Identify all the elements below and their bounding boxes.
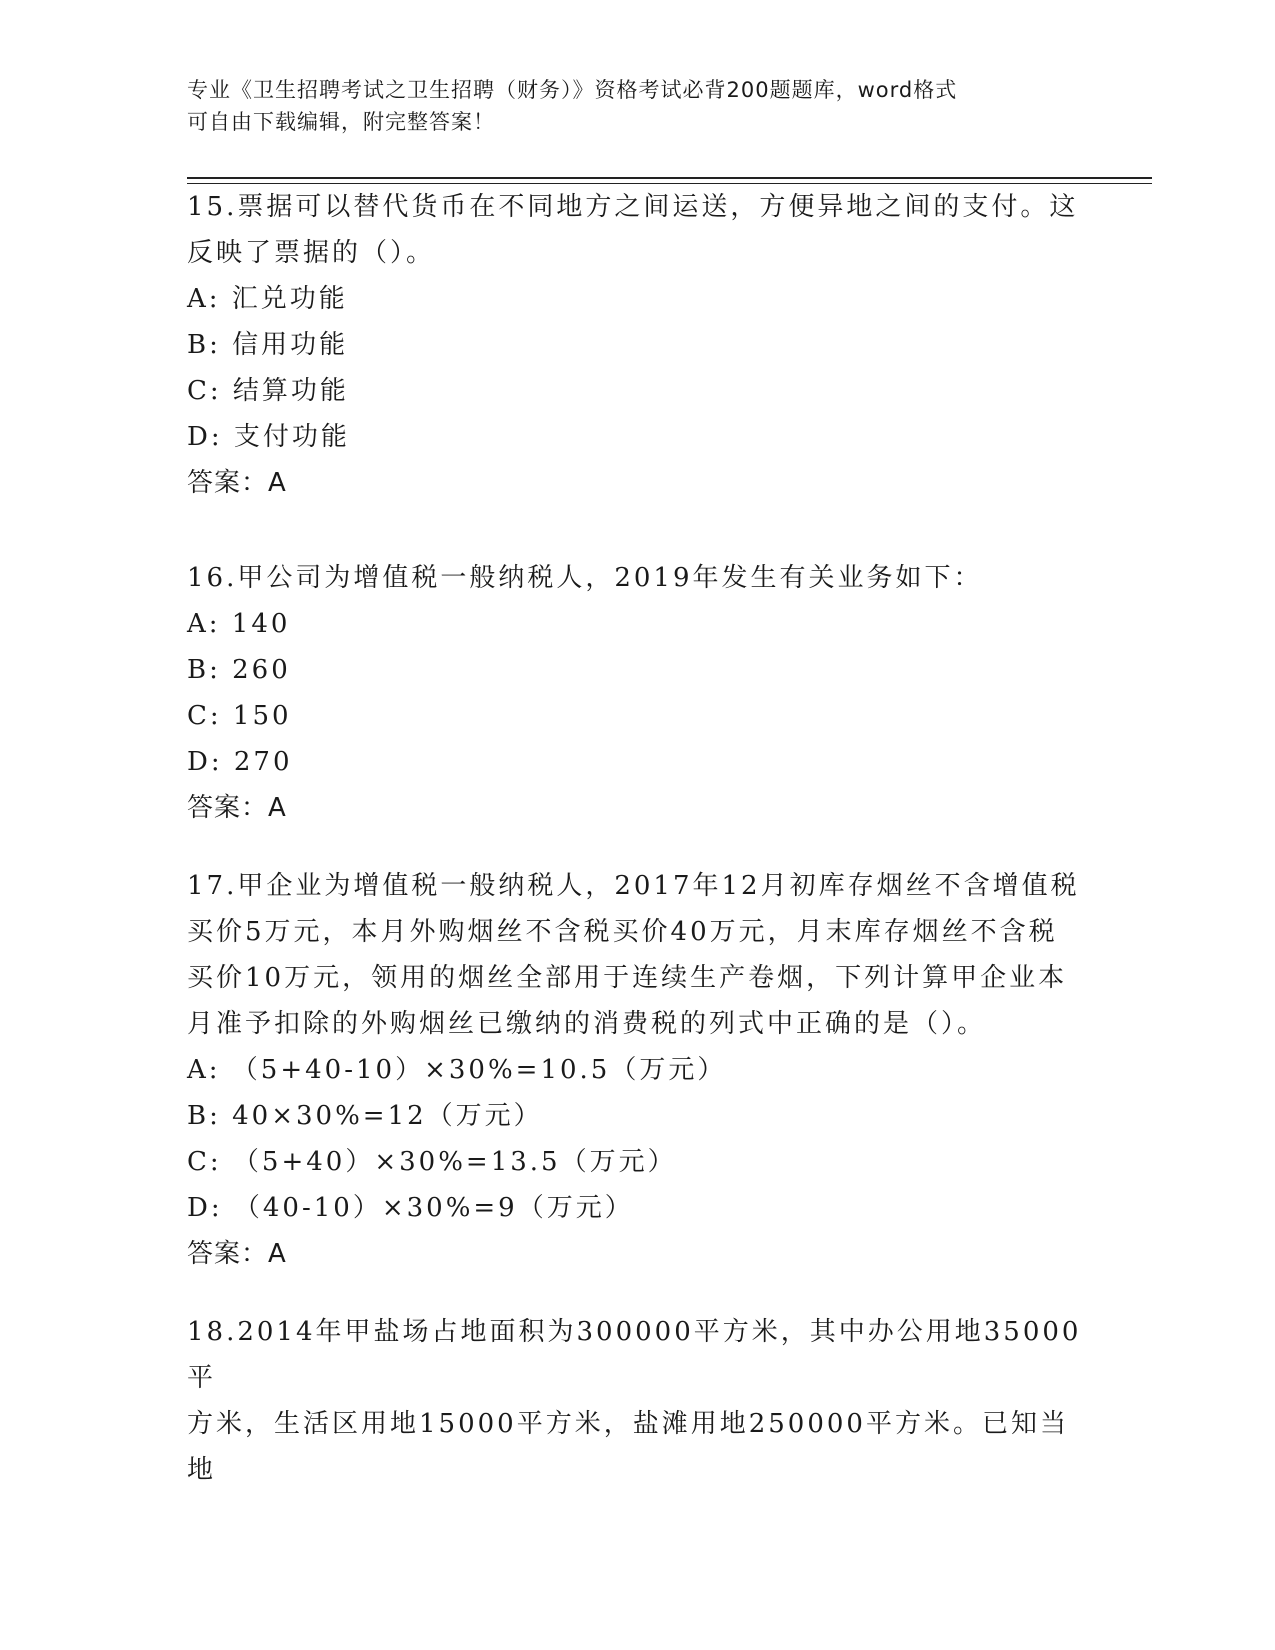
question-stem-line: 买价10万元，领用的烟丝全部用于连续生产卷烟，下列计算甲企业本 [187,963,1068,993]
option-a: A: 140 [187,609,291,639]
question-stem-line: 反映了票据的（）。 [187,238,436,268]
question-stem-line: 15.票据可以替代货币在不同地方之间运送，方便异地之间的支付。这 [187,192,1079,222]
question-18 [187,1309,1087,1493]
question-stem-line: 买价5万元，本月外购烟丝不含税买价40万元，月末库存烟丝不含税 [187,917,1058,947]
option-d: D: （40-10）×30%=9（万元） [187,1193,634,1223]
question-stem-line: 16.甲公司为增值税一般纳税人，2019年发生有关业务如下： [187,563,983,593]
option-d: D: 支付功能 [187,422,350,452]
question-stem-line: 18.2014年甲盐场占地面积为300000平方米，其中办公用地35000平 [187,1317,1082,1393]
document-header [187,74,1067,138]
option-c: C: 150 [187,701,292,731]
header-rule-thick [187,177,1152,179]
option-b: B: 260 [187,655,291,685]
question-stem-line: 月准予扣除的外购烟丝已缴纳的消费税的列式中正确的是（）。 [187,1009,987,1039]
header-line-1: 专业《卫生招聘考试之卫生招聘（财务）》资格考试必背200题题库，word格式 [187,78,958,102]
question-stem-line: 17.甲企业为增值税一般纳税人，2017年12月初库存烟丝不含增值税 [187,871,1080,901]
question-17 [187,863,1087,1277]
question-16 [187,555,1087,831]
option-d: D: 270 [187,747,293,777]
option-c: C: 结算功能 [187,376,349,406]
question-stem-line: 方米，生活区用地15000平方米，盐滩用地250000平方米。已知当地 [187,1409,1069,1485]
option-c: C: （5+40）×30%=13.5（万元） [187,1147,677,1177]
option-a: A: （5+40-10）×30%=10.5（万元） [187,1055,727,1085]
answer-line: 答案：A [187,1239,287,1269]
question-15 [187,184,1087,506]
header-line-2: 可自由下载编辑，附完整答案！ [187,110,495,134]
answer-line: 答案：A [187,793,287,823]
option-b: B: 信用功能 [187,330,349,360]
answer-line: 答案：A [187,468,287,498]
option-b: B: 40×30%=12（万元） [187,1101,543,1131]
option-a: A: 汇兑功能 [187,284,348,314]
